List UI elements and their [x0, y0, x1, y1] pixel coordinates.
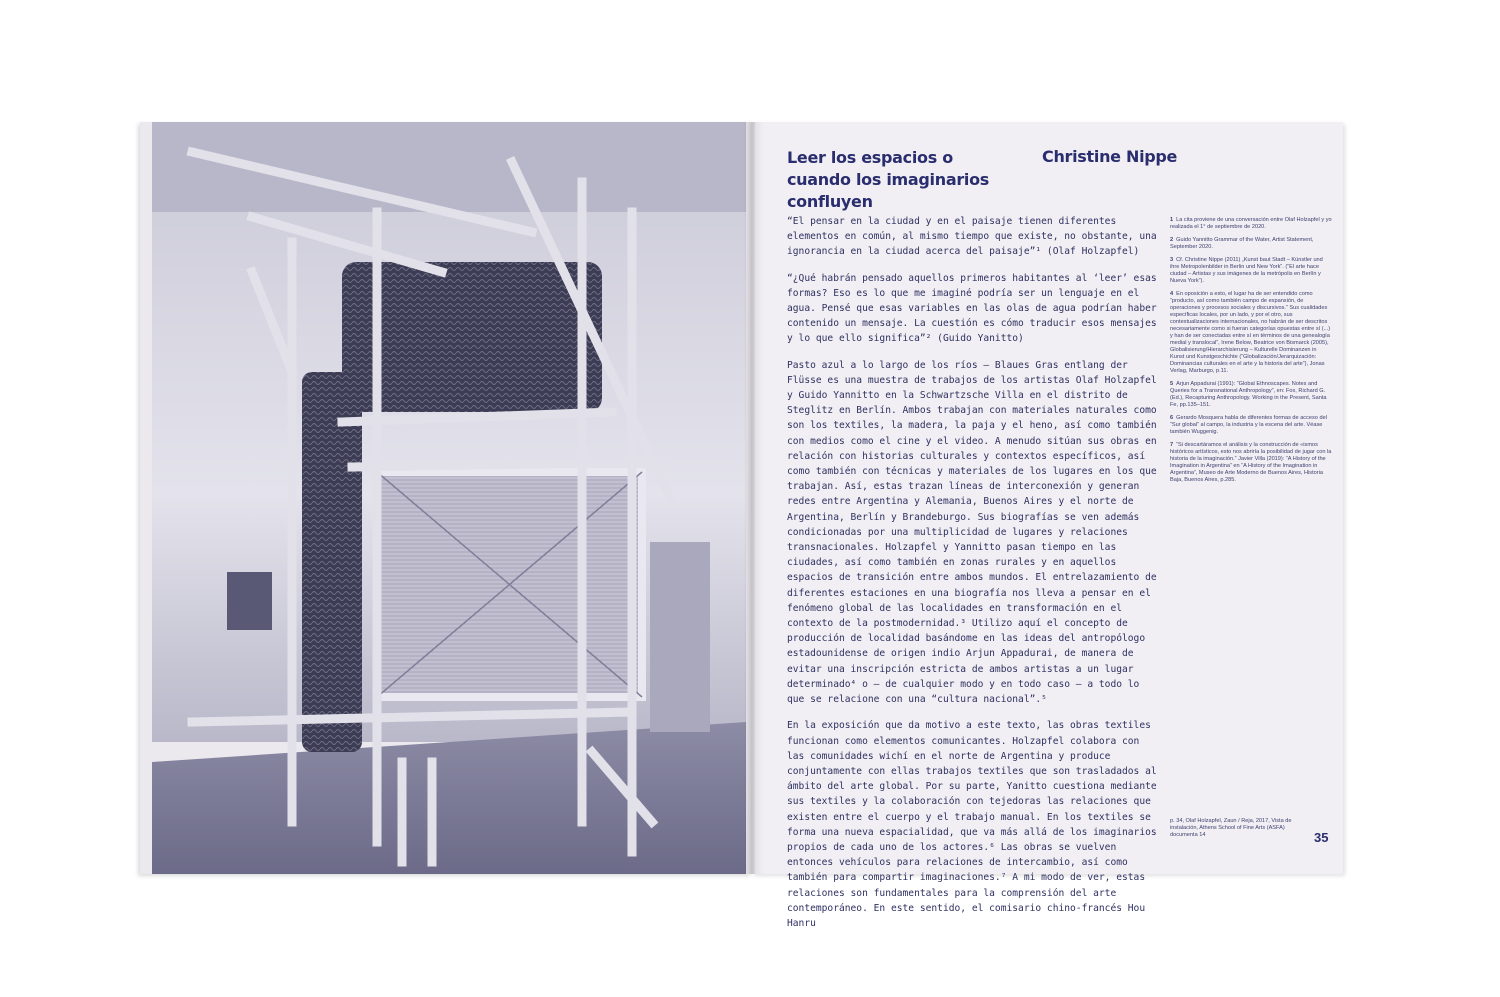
book-spread: [140, 122, 1343, 929]
footnotes-column: [1170, 217, 1332, 490]
footnote: [1170, 442, 1332, 484]
body-paragraph: Pasto azul a lo largo de los ríos – Blaues Gras entlang der Flüsse es una muestra de trabajos de los artistas Olaf Holzapfel y Guido Yannitto en la Schwartzsche Villa en el distrito de Steglitz en Berlín. Ambos trabajan con materiales naturales como son los textiles, la madera, la paja y el heno, así como también con medios como el cine y el video. A menudo sitúan sus obras en relación con historias culturales y contextos específicos, así como también con técnicas y materiales de los lugares en los que trabajan. Así, estas trazan líneas de interconexión y generan redes entre Argentina y Alemania, Buenos Aires y el norte de Argentina, Berlín y Brandeburgo. Sus biografías se ven además condicionadas por una multiplicidad de lugares y relaciones transnacionales. Holzapfel y Yannitto pasan tiempo en las ciudades, así como también en zonas rurales y en aquellos espacios de transición entre ambos mundos. El entrelazamiento de diferentes estaciones en una biografía nos lleva a pensar en el fenómeno global de las localidades en transformación en el contexto de la postmodernidad.³ Utilizo aquí el concepto de producción de localidad basándome en las ideas del antropólogo estadounidense de origen indio Arjun Appadurai, de manera de evitar una inscripción estricta de ambos artistas a un lugar determinado⁴ o – de cualquier modo y en todo caso – a todo lo que se relacione con una “cultura nacional”.⁵: [787, 359, 1157, 706]
footnote-number: 6: [1170, 415, 1174, 421]
footnote-text: La cita proviene de una conversación entre Olaf Holzapfel y yo realizada el 1° de septiembre de 2020.: [1170, 217, 1332, 230]
photo-caption: p. 34, Olaf Holzapfel, Zaun / Reja, 2017, Vista de instalación, Athens School of Fine Arts (ASFA) documenta 14: [1170, 818, 1292, 838]
footnote-number: 4: [1170, 291, 1174, 297]
installation-photo: [152, 122, 746, 874]
body-paragraph: “El pensar en la ciudad y en el paisaje tienen diferentes elementos en común, al mismo tiempo que existe, no obstante, una ignorancia en la ciudad acerca del paisaje”¹ (Olaf Holzapfel): [787, 216, 1157, 258]
footnote: [1170, 257, 1332, 285]
footnote-text: Cf. Christine Nippe (2011) „Kunst baut Stadt – Künstler und ihre Metropolenbilder in Berlin und New York“. (“El arte hace ciudad – Artistas y sus imágenes de la metrópolis en Berlín y Nueva York”).: [1170, 257, 1323, 284]
footnote-text: Gerardo Mosquera habla de diferentes formas de acceso del “Sur global” al campo, la industria y la escena del arte. Véase también Wuggenig.: [1170, 415, 1327, 435]
article-author: Christine Nippe: [1042, 147, 1178, 166]
page-number: 35: [1314, 830, 1329, 845]
footnote-number: 5: [1170, 381, 1174, 387]
footnote-text: “Si descartáramos el análisis y la construcción de «ismos históricos artísticos, esto nos abriría la posibilidad de jugar con la historia de la imaginación.” Javier Villa (2019): “A History of the Imagination in Argentina” en “A History of the Imagination in Argentina”, Museo de Arte Moderno de Buenos Aires, Historia Baja, Buenos Aires, p.285.: [1170, 442, 1332, 483]
body-paragraph: “¿Qué habrán pensado aquellos primeros habitantes al ‘leer’ esas formas? Eso es lo que me imaginé podría ser un lenguaje en el agua. Pensé que esas variables en las olas de agua podrían haber contenido un mensaje. La cuestión es cómo traducir esos mensajes y lo que ello significa”² (Guido Yanitto): [787, 272, 1157, 345]
left-page: [140, 122, 752, 874]
article-body: [787, 214, 1159, 942]
footnote: [1170, 415, 1332, 436]
footnote: [1170, 291, 1332, 375]
footnote: [1170, 217, 1332, 231]
footnote-number: 3: [1170, 257, 1174, 263]
installation-photo-image: [152, 122, 746, 874]
footnote-number: 1: [1170, 217, 1174, 223]
footnote-text: Guido Yannitto Grammar of the Water, Artist Statement, September 2020.: [1170, 237, 1314, 250]
footnote-number: 7: [1170, 442, 1174, 448]
right-page: [752, 122, 1343, 929]
footnote: [1170, 237, 1332, 251]
footnote-number: 2: [1170, 237, 1174, 243]
footnote: [1170, 381, 1332, 409]
footnote-text: En oposición a esto, el lugar ha de ser entendido como “producto, así como también campo de expansión, de operaciones y procesos sociales y discursivos.” Sus cualidades específicas locales, por un lado, y por el otro, sus contextualizaciones internacionales, no habrán de ser descritos necesariamente como si fueran categorías opuestas entre sí (...) y han de ser conectadas entre sí en términos de una genealogía medial y translocal”, Irene Below, Beatrice von Bismarck (2005), Globalisierung/Hierarchisierung – Kulturelle Dominanzen in Kunst und Kunstgeschichte (“Globalización/Jerarquización: Dominancias culturales en el arte y la historia del arte”), Jonas Verlag, Marburgo, p.11.: [1170, 291, 1331, 374]
article-title: Leer los espacios o cuando los imaginarios confluyen: [787, 148, 990, 211]
body-paragraph: En la exposición que da motivo a este texto, las obras textiles funcionan como elementos comunicantes. Holzapfel colabora con las comunidades wichí en el norte de Argentina y produce conjuntamente con ellas trabajos textiles que son trasladados al ámbito del arte global. Por su parte, Yanitto cuestiona mediante sus textiles y la colaboración con tejedoras las relaciones que existen entre el cuerpo y el trabajo manual. En los textiles se forma una nueva espacialidad, que va más allá de los imaginarios propios de cada uno de los actores.⁶ Las obras se vuelven entonces vehículos para relaciones de intercambio, así como también para compartir imaginaciones.⁷ A mi modo de ver, estas relaciones son fundamentales para la comprensión del arte contemporáneo. En este sentido, el comisario chino-francés Hou Hanru: [787, 720, 1157, 929]
footnote-text: Arjun Appadurai (1991): “Global Ethnoscapes. Notes and Queries for a Transnational Anthropology”, en: Fox, Richard G. (Ed.), Recapturing Anthropology. Working in the Present, Santa Fe, pp.135–151.: [1170, 381, 1327, 408]
